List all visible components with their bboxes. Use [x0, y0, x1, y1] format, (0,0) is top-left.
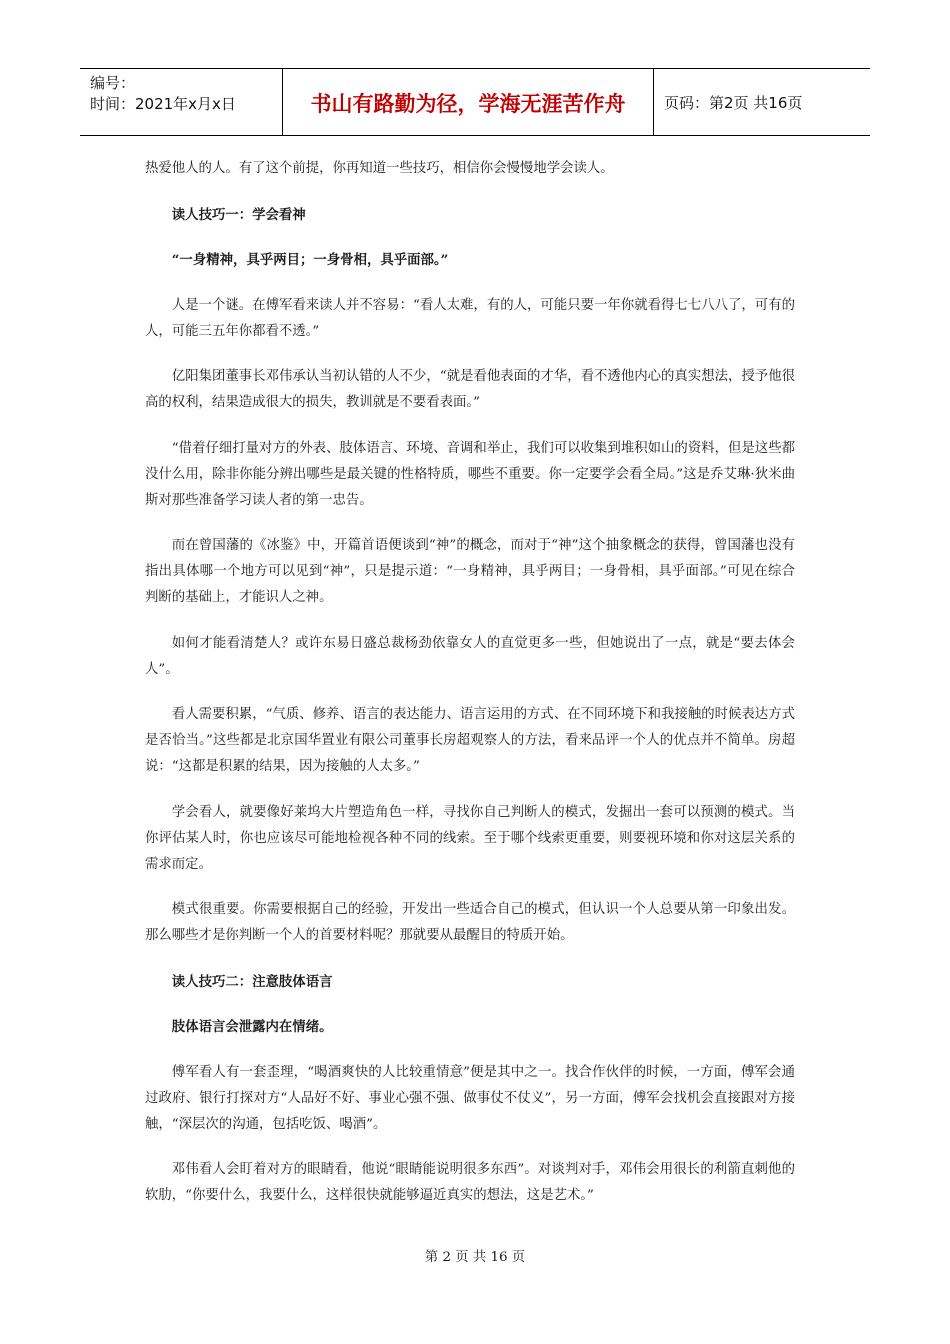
paragraph: 学会看人，就要像好莱坞大片塑造角色一样，寻找你自己判断人的模式，发掘出一套可以预测的模式。当你评估某人时，你也应该尽可能地检视各种不同的线索。至于哪个线索更重要，则要视环境和你对这层关系的需求而定。	[145, 804, 795, 872]
paragraph: 如何才能看清楚人？或许东易日盛总裁杨劲依靠女人的直觉更多一些，但她说出了一点，就是“要去体会人”。	[145, 635, 795, 677]
page-header	[80, 68, 870, 136]
serial-label: 编号：	[90, 74, 136, 92]
paragraph: 而在曾国藩的《冰鉴》中，开篇首语便谈到“神”的概念，而对于“神”这个抽象概念的获得，曾国藩也没有指出具体哪一个地方可以见到“神”，只是提示道：“一身精神，具乎两目；一身骨相，具乎面部。”可见在综合判断的基础上，才能识人之神。	[145, 538, 795, 605]
paragraph: 看人需要积累，“气质、修养、语言的表达能力、语言运用的方式、在不同环境下和我接触的时候表达方式是否恰当。”这些都是北京国华置业有限公司董事长房超观察人的方法，看来品评一个人的优点并不简单。房超说：“这都是积累的结果，因为接触的人太多。”	[145, 707, 795, 774]
quote-heading: “一身精神，具乎两目；一身骨相，具乎面部。”	[171, 252, 449, 268]
paragraph: 亿阳集团董事长邓伟承认当初认错的人不少，“就是看他表面的才华，看不透他内心的真实想法，授予他很高的权利，结果造成很大的损失，教训就是不要看表面。”	[145, 369, 795, 410]
subheading: 肢体语言会泄露内在情绪。	[171, 1019, 333, 1035]
paragraph: 热爱他人的人。有了这个前提，你再知道一些技巧，相信你会慢慢地学会读人。	[145, 161, 614, 176]
document-body	[145, 156, 795, 1229]
paragraph: 邓伟看人会盯着对方的眼睛看，他说“眼睛能说明很多东西”。对谈判对手，邓伟会用很长的利箭直刺他的软肋，“你要什么，我要什么，这样很快就能够逼近真实的想法，这是艺术。”	[145, 1162, 795, 1203]
header-meta	[80, 69, 283, 135]
paragraph: “借着仔细打量对方的外表、肢体语言、环境、音调和举止，我们可以收集到堆积如山的资料，但是这些都没什么用，除非你能分辨出哪些是最关键的性格特质，哪些不重要。你一定要学会看全局。”这是乔艾琳·狄米曲斯对那些准备学习读人者的第一忠告。	[145, 440, 795, 508]
paragraph: 人是一个谜。在傅军看来读人并不容易：“看人太难，有的人，可能只要一年你就看得七七八八了，可有的人，可能三五年你都看不透。”	[145, 297, 795, 339]
section-heading: 读人技巧一：学会看神	[171, 206, 306, 223]
header-motto: 书山有路勤为径，学海无涯苦作舟	[283, 69, 654, 135]
paragraph: 傅军看人有一套歪理，“喝酒爽快的人比较重情意”便是其中之一。找合作伙伴的时候，一方面，傅军会通过政府、银行打探对方“人品好不好、事业心强不强、做事仗不仗义”，另一方面，傅军会找机会直接跟对方接触，“深层次的沟通，包括吃饭、喝酒”。	[145, 1064, 795, 1132]
date-label: 时间：2021年x月x日	[90, 95, 236, 113]
section-heading: 读人技巧二：注意肢体语言	[171, 973, 333, 990]
page-footer: 第 2 页 共 16 页	[424, 1250, 526, 1265]
paragraph: 模式很重要。你需要根据自己的经验，开发出一些适合自己的模式，但认识一个人总要从第一印象出发。那么哪些才是你判断一个人的首要材料呢？那就要从最醒目的特质开始。	[145, 902, 795, 943]
header-page-info: 页码：第2页 共16页	[664, 93, 803, 112]
